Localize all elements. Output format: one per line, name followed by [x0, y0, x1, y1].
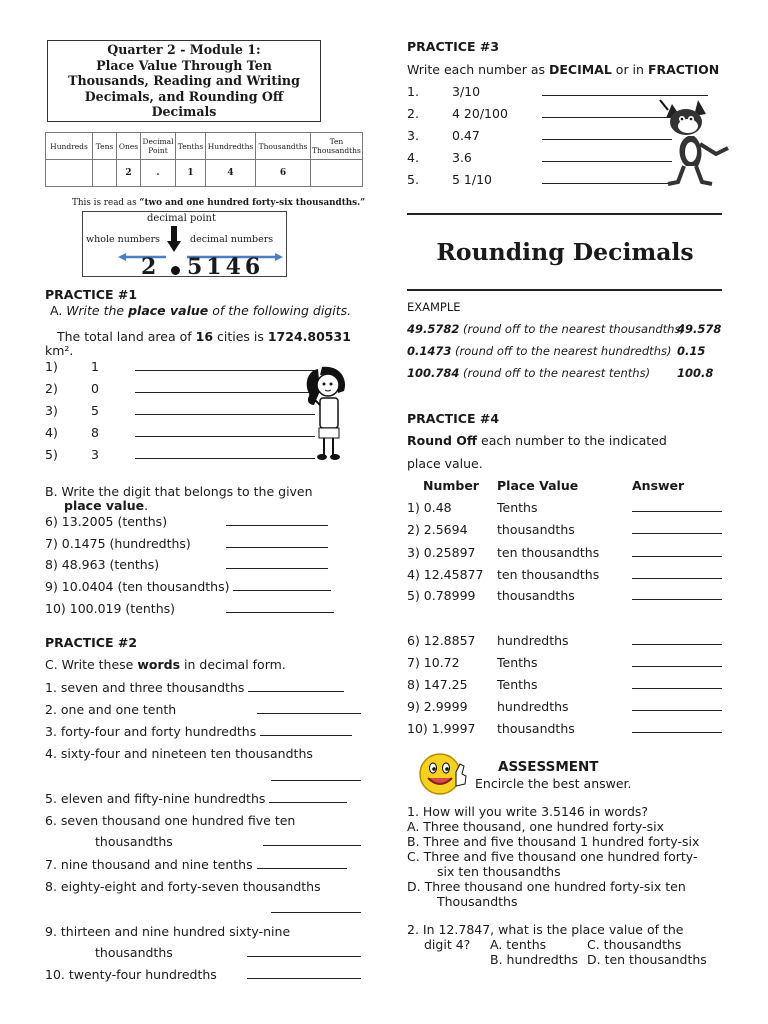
- item-text: 6) 13.2005 (tenths): [45, 514, 168, 529]
- list-item: [45, 557, 328, 572]
- module-title-line: Thousands, Reading and Writing: [68, 73, 300, 88]
- list-item: [45, 746, 313, 761]
- down-arrow-icon: [167, 226, 181, 252]
- row-place-value: thousandths: [497, 522, 575, 537]
- item-number: 5): [45, 447, 58, 462]
- module-title-line: Decimals: [151, 104, 217, 119]
- instr-text: of the following digits.: [208, 303, 352, 318]
- answer-blank[interactable]: [226, 536, 328, 548]
- row-place-value: Tenths: [497, 655, 538, 670]
- answer-blank[interactable]: [542, 172, 672, 184]
- whole-numbers-label: whole numbers: [86, 234, 161, 245]
- practice2-instruction: [45, 657, 286, 672]
- row-place-value: thousandths: [497, 721, 575, 736]
- decimal-dot-icon: [171, 266, 180, 275]
- practice3-heading: PRACTICE #3: [407, 39, 500, 54]
- table-cell: .: [141, 160, 176, 187]
- instr-text: each number to the indicated: [477, 433, 667, 448]
- row-number: 7) 10.72: [407, 655, 460, 670]
- list-item: [407, 128, 672, 143]
- practice1-b-instruction: B. Write the digit that belongs to the given: [45, 484, 313, 499]
- read-note: [72, 198, 365, 208]
- answer-blank[interactable]: [135, 425, 315, 437]
- answer-blank[interactable]: [632, 655, 722, 667]
- instr-bold: words: [137, 657, 181, 672]
- item-number: 1): [45, 359, 58, 374]
- example-rule: (round off to the nearest tenths): [459, 366, 651, 380]
- item-number: 3): [45, 403, 58, 418]
- practice1-unit: km².: [45, 343, 74, 358]
- instr-bold: place value: [64, 498, 145, 513]
- answer-blank[interactable]: [542, 84, 708, 96]
- list-item: [95, 945, 361, 960]
- item-text: 10. twenty-four hundredths: [45, 967, 217, 982]
- list-item: [45, 536, 328, 551]
- answer-blank[interactable]: [233, 579, 331, 591]
- answer-blank[interactable]: [632, 721, 722, 733]
- section-divider: [407, 213, 722, 215]
- assessment-heading: ASSESSMENT: [498, 759, 599, 775]
- item-text: 10) 100.019 (tenths): [45, 601, 176, 616]
- instr-text: or in: [611, 62, 648, 77]
- example-rule: (round off to the nearest thousandths): [459, 322, 685, 336]
- answer-blank[interactable]: [247, 945, 361, 957]
- answer-blank[interactable]: [257, 702, 361, 714]
- item-value: 5: [91, 403, 99, 418]
- table-row: [46, 160, 363, 187]
- table-row: [407, 545, 723, 560]
- row-number: 9) 2.9999: [407, 699, 468, 714]
- answer-blank[interactable]: [226, 514, 328, 526]
- example-answer: 49.578: [677, 322, 722, 336]
- item-number: 4): [45, 425, 58, 440]
- item-text: 1. seven and three thousandths: [45, 680, 245, 695]
- list-item: [45, 403, 315, 418]
- answer-blank[interactable]: [226, 601, 334, 613]
- list-item: [45, 813, 295, 828]
- list-item: [45, 514, 328, 529]
- context-bold: 1724.80531: [267, 329, 351, 344]
- context-text: The total land area of: [57, 329, 196, 344]
- module-title-line: Decimals, and Rounding Off: [84, 88, 284, 104]
- read-note-quote: “two and one hundred forty-six thousandths.”: [139, 198, 366, 208]
- answer-blank[interactable]: [632, 522, 722, 534]
- item-value: 4 20/100: [452, 106, 508, 121]
- table-header-row: [46, 133, 363, 160]
- list-item: [45, 359, 315, 374]
- instr-bold: DECIMAL: [549, 62, 612, 77]
- rounding-decimals-title: Rounding Decimals: [436, 238, 694, 266]
- table-row: [407, 633, 723, 648]
- answer-option[interactable]: B. Three and five thousand 1 hundred forty-six: [407, 834, 700, 849]
- answer-blank[interactable]: [632, 633, 722, 645]
- module-title-line: Place Value Through Ten: [96, 57, 272, 73]
- item-text: 4. sixty-four and nineteen ten thousandths: [45, 746, 313, 761]
- list-item: [45, 447, 315, 462]
- item-text: 8. eighty-eight and forty-seven thousandths: [45, 879, 321, 894]
- example-row: [407, 322, 685, 336]
- list-item: [45, 724, 352, 739]
- row-place-value: ten thousandths: [497, 545, 600, 560]
- answer-option-cont: six ten thousandths: [437, 864, 561, 879]
- list-item: [407, 172, 672, 187]
- item-text: 7) 0.1475 (hundredths): [45, 536, 191, 551]
- answer-blank[interactable]: [135, 359, 315, 371]
- practice4-instruction: [407, 433, 667, 448]
- item-text: 6. seven thousand one hundred five ten: [45, 813, 296, 828]
- practice2-heading: PRACTICE #2: [45, 635, 138, 650]
- question-2: 2. In 12.7847, what is the place value of the: [407, 922, 684, 937]
- answer-blank[interactable]: [263, 834, 361, 846]
- answer-blank[interactable]: [271, 769, 361, 784]
- example-rule: (round off to the nearest hundredths): [451, 344, 672, 358]
- answer-option[interactable]: A. tenths: [490, 937, 547, 952]
- column-header-answer: Answer: [632, 478, 685, 493]
- item-value: 0.47: [452, 128, 480, 143]
- item-value: 0: [91, 381, 99, 396]
- row-number: 3) 0.25897: [407, 545, 476, 560]
- column-header-number: Number: [423, 478, 479, 493]
- list-item: [45, 879, 321, 894]
- list-item: [45, 924, 290, 939]
- list-item: [407, 106, 672, 121]
- item-text: 5. eleven and fifty-nine hundredths: [45, 791, 266, 806]
- question-2-cont: digit 4?: [424, 937, 471, 952]
- example-number: 100.784: [407, 366, 460, 380]
- table-row: [407, 588, 723, 603]
- item-number: 2): [45, 381, 58, 396]
- answer-blank[interactable]: [257, 857, 347, 869]
- module-title-box: [47, 40, 321, 122]
- item-text: 8) 48.963 (tenths): [45, 557, 160, 572]
- row-place-value: hundredths: [497, 633, 569, 648]
- example-answer: 100.8: [677, 366, 714, 380]
- table-header-cell: Thousandths: [256, 133, 311, 160]
- row-number: 5) 0.78999: [407, 588, 476, 603]
- answer-blank[interactable]: [542, 150, 672, 162]
- instr-text: in decimal form.: [180, 657, 286, 672]
- table-row: [407, 567, 723, 582]
- thinking-girl-illustration: [300, 365, 362, 463]
- row-place-value: hundredths: [497, 699, 569, 714]
- row-number: 1) 0.48: [407, 500, 452, 515]
- item-text: 2. one and one tenth: [45, 702, 177, 717]
- table-cell: 6: [256, 160, 311, 187]
- instr-bold: FRACTION: [647, 62, 720, 77]
- place-value-table: [45, 132, 363, 187]
- list-item: [45, 791, 347, 806]
- item-value: 1: [91, 359, 99, 374]
- item-number: 5.: [407, 172, 419, 187]
- example-number: 49.5782: [407, 322, 460, 336]
- row-place-value: ten thousandths: [497, 567, 600, 582]
- answer-option[interactable]: D. Three thousand one hundred forty-six ten: [407, 879, 686, 894]
- smiley-thumbs-up-icon: [418, 750, 468, 798]
- item-text: thousandths: [95, 945, 173, 960]
- answer-blank[interactable]: [226, 557, 328, 569]
- instr-text: Write each number as: [407, 62, 549, 77]
- answer-blank[interactable]: [271, 901, 361, 916]
- column-header-place-value: Place Value: [497, 478, 579, 493]
- item-value: 3/10: [452, 84, 481, 99]
- list-item: [45, 601, 334, 616]
- table-header-cell: Hundreds: [46, 133, 93, 160]
- table-row: [407, 721, 723, 736]
- example-number-decimal: 5146: [187, 254, 265, 280]
- item-value: 3: [91, 447, 99, 462]
- item-value: 5 1/10: [452, 172, 492, 187]
- answer-blank[interactable]: [269, 791, 347, 803]
- section-divider: [407, 289, 722, 291]
- item-number: 4.: [407, 150, 419, 165]
- item-value: 8: [91, 425, 99, 440]
- practice1-b-instruction-cont: [64, 498, 148, 513]
- instr-bold: place value: [128, 303, 209, 318]
- answer-blank[interactable]: [542, 106, 672, 118]
- item-number: 2.: [407, 106, 419, 121]
- list-item: [407, 150, 672, 165]
- read-note-prefix: This is read as: [72, 198, 140, 208]
- cartoon-cat-illustration: [658, 96, 734, 188]
- table-cell: [46, 160, 93, 187]
- decimal-point-diagram: [82, 211, 287, 280]
- list-item: [45, 967, 361, 982]
- list-item: [95, 834, 361, 849]
- list-item: [45, 857, 347, 872]
- row-place-value: Tenths: [497, 500, 538, 515]
- practice4-instruction-cont: place value.: [407, 456, 483, 471]
- answer-blank[interactable]: [260, 724, 352, 736]
- answer-option[interactable]: B. hundredths: [490, 952, 579, 967]
- table-row: [407, 699, 723, 714]
- example-number: 0.1473: [407, 344, 452, 358]
- row-number: 8) 147.25: [407, 677, 468, 692]
- answer-blank[interactable]: [632, 545, 722, 557]
- item-text: 9. thirteen and nine hundred sixty-nine: [45, 924, 291, 939]
- decimal-numbers-label: decimal numbers: [190, 234, 274, 245]
- item-text: 9) 10.0404 (ten thousandths): [45, 579, 230, 594]
- answer-blank[interactable]: [632, 567, 722, 579]
- answer-blank[interactable]: [135, 447, 315, 459]
- table-header-cell: Tenths: [176, 133, 206, 160]
- table-cell: 1: [176, 160, 206, 187]
- instr-text: .: [144, 498, 149, 513]
- answer-blank[interactable]: [632, 677, 722, 689]
- list-item: [45, 381, 315, 396]
- instr-bold: Round Off: [407, 433, 478, 448]
- table-row: [407, 500, 723, 515]
- answer-blank[interactable]: [632, 588, 722, 600]
- row-place-value: Tenths: [497, 677, 538, 692]
- answer-option[interactable]: D. ten thousandths: [587, 952, 707, 967]
- decimal-point-label: decimal point: [147, 213, 217, 224]
- item-number: 1.: [407, 84, 419, 99]
- row-number: 6) 12.8857: [407, 633, 476, 648]
- row-place-value: thousandths: [497, 588, 575, 603]
- example-label: EXAMPLE: [407, 300, 461, 314]
- practice1-heading: PRACTICE #1: [45, 287, 138, 302]
- module-title-line: Quarter 2 - Module 1:: [107, 42, 261, 57]
- example-number-whole: 2: [141, 254, 159, 280]
- table-header-cell: Tens: [93, 133, 117, 160]
- answer-blank[interactable]: [632, 500, 722, 512]
- answer-option[interactable]: C. Three and five thousand one hundred forty-: [407, 849, 698, 864]
- item-text: 3. forty-four and forty hundredths: [45, 724, 257, 739]
- instr-prefix: A.: [50, 303, 67, 318]
- practice3-instruction: [407, 62, 719, 77]
- table-header-cell: Ones: [117, 133, 141, 160]
- answer-option[interactable]: A. Three thousand, one hundred forty-six: [407, 819, 664, 834]
- practice4-heading: PRACTICE #4: [407, 411, 500, 426]
- example-row: [407, 344, 671, 358]
- table-header-cell: Decimal Point: [141, 133, 176, 160]
- list-item: [45, 579, 331, 594]
- question-1: 1. How will you write 3.5146 in words?: [407, 804, 649, 819]
- item-text: thousandths: [95, 834, 173, 849]
- practice1-instruction: [50, 303, 351, 318]
- example-answer: 0.15: [677, 344, 706, 358]
- context-bold: 16: [195, 329, 214, 344]
- answer-blank[interactable]: [632, 699, 722, 711]
- answer-blank[interactable]: [542, 128, 672, 140]
- row-number: 10) 1.9997: [407, 721, 476, 736]
- answer-option-cont: Thousandths: [437, 894, 518, 909]
- item-number: 3.: [407, 128, 419, 143]
- row-number: 4) 12.45877: [407, 567, 484, 582]
- instr-text: Write the: [66, 303, 129, 318]
- answer-blank[interactable]: [135, 403, 315, 415]
- table-header-cell: Hundredths: [206, 133, 256, 160]
- table-row: [407, 655, 723, 670]
- table-row: [407, 677, 723, 692]
- answer-blank[interactable]: [135, 381, 315, 393]
- item-value: 3.6: [452, 150, 472, 165]
- example-row: [407, 366, 650, 380]
- answer-blank[interactable]: [247, 967, 361, 979]
- list-item: [45, 702, 361, 717]
- list-item: [45, 425, 315, 440]
- table-row: [407, 522, 723, 537]
- list-item: [45, 680, 344, 695]
- table-header-cell: Ten Thousandths: [311, 133, 363, 160]
- practice1-context: [57, 329, 351, 344]
- table-cell: 4: [206, 160, 256, 187]
- context-text: cities is: [213, 329, 268, 344]
- assessment-instruction: Encircle the best answer.: [475, 776, 632, 791]
- table-cell: [311, 160, 363, 187]
- item-text: 7. nine thousand and nine tenths: [45, 857, 253, 872]
- answer-option[interactable]: C. thousandths: [587, 937, 682, 952]
- answer-blank[interactable]: [248, 680, 344, 692]
- table-cell: [93, 160, 117, 187]
- instr-text: C. Write these: [45, 657, 138, 672]
- row-number: 2) 2.5694: [407, 522, 468, 537]
- table-cell: 2: [117, 160, 141, 187]
